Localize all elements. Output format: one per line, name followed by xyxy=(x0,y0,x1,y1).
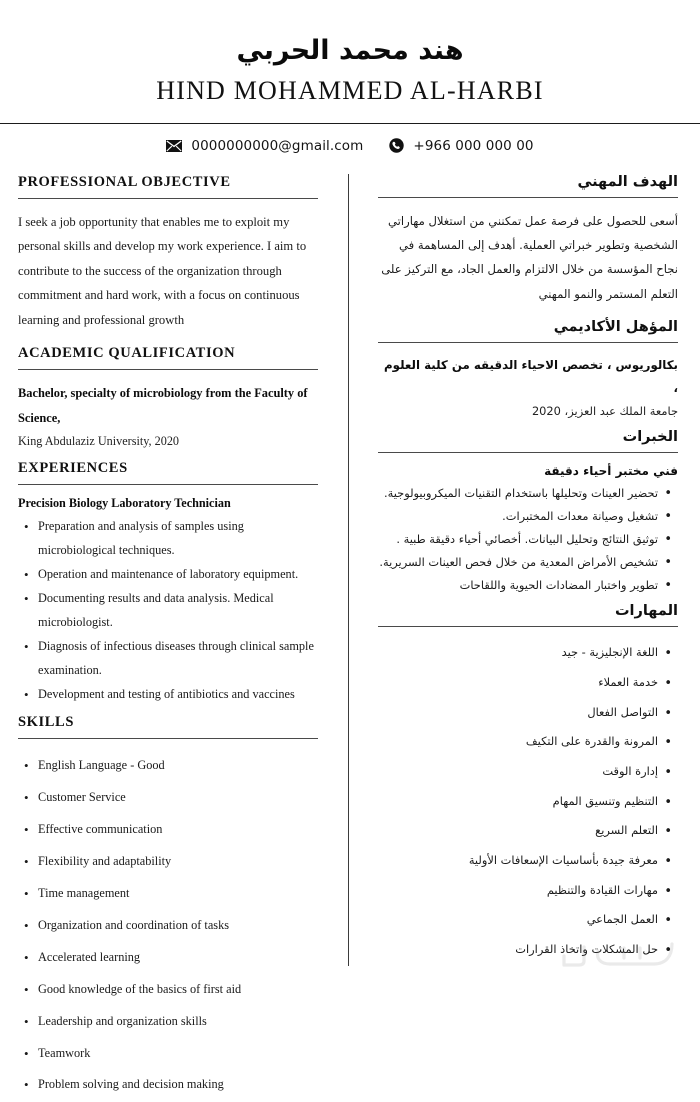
arabic-column xyxy=(348,174,696,965)
section-rule xyxy=(18,484,318,485)
section-rule xyxy=(378,626,678,627)
section-title-education-ar: المؤهل الأكاديمي xyxy=(553,319,678,336)
section-professional-objective-en xyxy=(18,174,318,333)
institution-text-ar: جامعة الملك عبد العزيز، 2020 xyxy=(531,404,678,419)
candidate-name-english: HIND MOHAMMED AL-HARBI xyxy=(156,75,544,105)
list-item: • Organization and coordination of tasks xyxy=(18,910,318,942)
section-rule xyxy=(378,452,678,453)
list-item: • Preparation and analysis of samples using microbiological techniques. xyxy=(18,515,318,563)
list-item: • تشغيل وصيانة معدات المختبرات. xyxy=(378,505,678,528)
skills-list-en xyxy=(18,750,318,1102)
experience-list-ar xyxy=(378,482,678,596)
phone-text: +966 000 000 00 xyxy=(413,137,534,154)
list-item: • إدارة الوقت xyxy=(378,757,678,787)
skills-list-ar xyxy=(378,638,678,964)
section-experiences-ar xyxy=(378,429,678,596)
list-item: • التواصل الفعال xyxy=(378,698,678,728)
experience-list-en xyxy=(18,515,318,707)
list-item: • التعلم السريع xyxy=(378,816,678,846)
list-item: • Problem solving and decision making xyxy=(18,1069,318,1101)
english-column xyxy=(0,174,348,1102)
objective-text-ar: أسعى للحصول على فرصة عمل تمكنني من استغلال مهاراتي الشخصية وتطوير خبراتي العملية. أهدف إلى المساهمة في نجاح المؤسسة من خلال الالتزام والعمل الجاد، مع التركيز على التعلم المستمر والنمو المهني xyxy=(381,213,678,301)
list-item: • Diagnosis of infectious diseases through clinical sample examination. xyxy=(18,635,318,683)
list-item: • Leadership and organization skills xyxy=(18,1006,318,1038)
degree-text-ar: بكالوريوس ، تخصص الاحياء الدقيقه من كلية العلوم ، xyxy=(384,358,678,396)
envelope-icon xyxy=(166,140,182,152)
section-title-education-en: ACADEMIC QUALIFICATION xyxy=(18,345,236,362)
section-skills-ar xyxy=(378,603,678,964)
list-item: • Operation and maintenance of laboratory equipment. xyxy=(18,563,318,587)
list-item: • Accelerated learning xyxy=(18,942,318,974)
section-title-skills-ar: المهارات xyxy=(614,603,678,620)
section-rule xyxy=(378,342,678,343)
section-skills-en xyxy=(18,714,318,1102)
section-rule xyxy=(18,198,318,199)
degree-text-en: Bachelor, specialty of microbiology from the Faculty of Science, xyxy=(18,386,308,425)
resume-header xyxy=(0,0,700,124)
section-rule xyxy=(18,738,318,739)
section-title-objective-en: PROFESSIONAL OBJECTIVE xyxy=(18,173,231,190)
list-item: • Good knowledge of the basics of first aid xyxy=(18,974,318,1006)
list-item: • توثيق النتائج وتحليل البيانات. أخصائي أحياء دقيقة طبية . xyxy=(378,528,678,551)
list-item: • تحضير العينات وتحليلها باستخدام التقنيات الميكروبيولوجية. xyxy=(378,482,678,505)
contact-row xyxy=(0,124,700,154)
contact-phone[interactable] xyxy=(389,138,533,154)
list-item: • Teamwork xyxy=(18,1038,318,1070)
list-item: • Customer Service xyxy=(18,782,318,814)
list-item: • حل المشكلات واتخاذ القرارات xyxy=(378,935,678,965)
job-title-ar: فني مختبر أحياء دقيقة xyxy=(544,464,678,479)
list-item: • تشخيص الأمراض المعدية من خلال فحص العينات السريرية. xyxy=(378,551,678,574)
list-item: • Documenting results and data analysis. Medical microbiologist. xyxy=(18,587,318,635)
list-item: • معرفة جيدة بأساسيات الإسعافات الأولية xyxy=(378,846,678,876)
section-rule xyxy=(18,369,318,370)
job-title-en: Precision Biology Laboratory Technician xyxy=(18,496,231,511)
section-title-skills-en: SKILLS xyxy=(18,713,74,730)
column-divider xyxy=(348,174,349,966)
list-item: • Effective communication xyxy=(18,814,318,846)
candidate-name-arabic: هند محمد الحربي xyxy=(236,35,464,66)
section-academic-qualification-ar xyxy=(378,319,678,422)
contact-email[interactable] xyxy=(166,138,363,154)
list-item: • خدمة العملاء xyxy=(378,668,678,698)
list-item: • اللغة الإنجليزية - جيد xyxy=(378,638,678,668)
list-item: • مهارات القيادة والتنظيم xyxy=(378,876,678,906)
phone-icon xyxy=(389,138,404,153)
list-item: • العمل الجماعي xyxy=(378,905,678,935)
list-item: • تطوير واختبار المضادات الحيوية واللقاحات xyxy=(378,574,678,597)
section-professional-objective-ar xyxy=(378,174,678,306)
section-title-experience-en: EXPERIENCES xyxy=(18,460,128,477)
section-rule xyxy=(378,197,678,198)
section-experiences-en xyxy=(18,460,318,707)
institution-text-en: King Abdulaziz University, 2020 xyxy=(18,433,180,448)
list-item: • المرونة والقدرة على التكيف xyxy=(378,727,678,757)
list-item: • Flexibility and adaptability xyxy=(18,846,318,878)
section-title-objective-ar: الهدف المهني xyxy=(577,173,678,190)
list-item: • Development and testing of antibiotics and vaccines xyxy=(18,683,318,707)
list-item: • English Language - Good xyxy=(18,750,318,782)
section-title-experience-ar: الخبرات xyxy=(622,429,678,446)
email-text: 0000000000@gmail.com xyxy=(191,137,364,154)
list-item: • التنظيم وتنسيق المهام xyxy=(378,787,678,817)
section-academic-qualification-en xyxy=(18,345,318,453)
resume-body xyxy=(0,174,700,1102)
list-item: • Time management xyxy=(18,878,318,910)
objective-text-en: I seek a job opportunity that enables me to exploit my personal skills and develop my work experience. I aim to contribute to the success of the organization through commitment and hard work, with a focus on continuous learning and professional growth xyxy=(18,214,307,327)
